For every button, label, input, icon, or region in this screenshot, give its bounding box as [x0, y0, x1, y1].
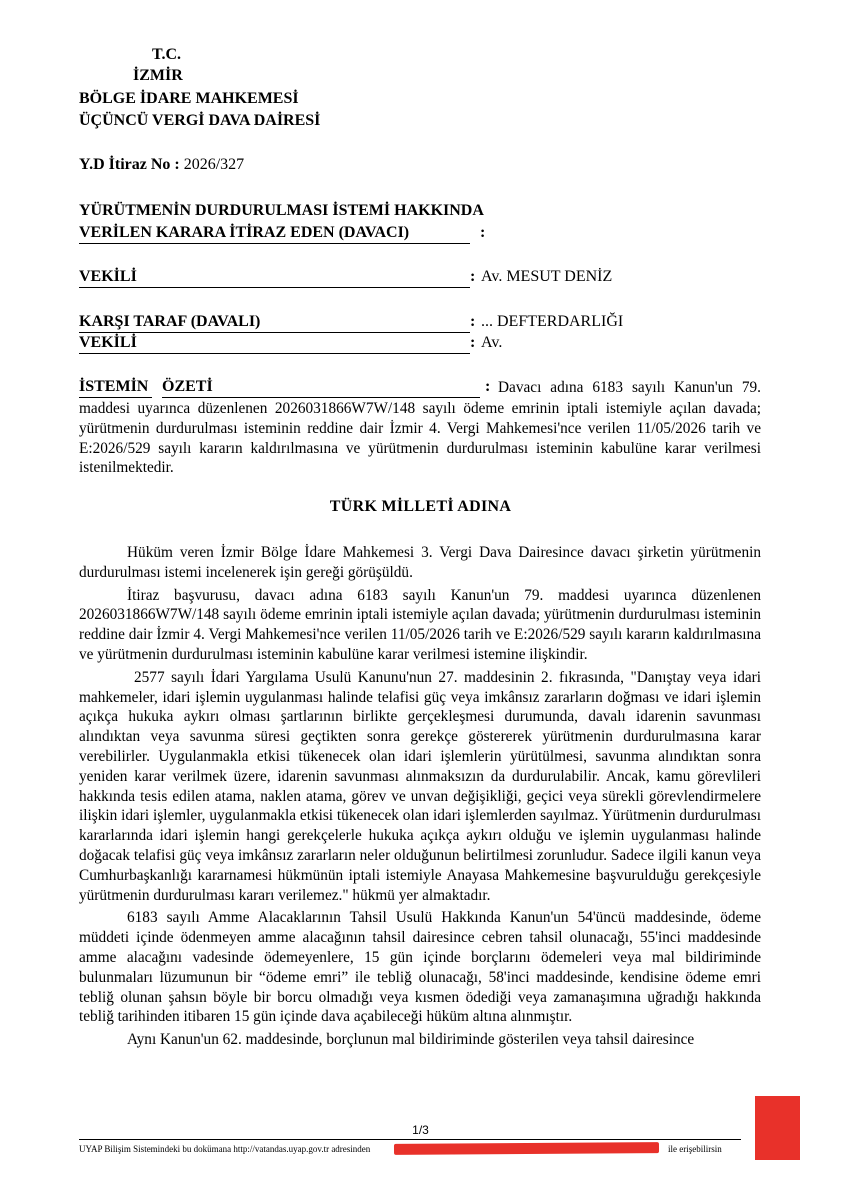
defendant-colon: : — [470, 313, 476, 330]
vekil-value: Av. MESUT DENİZ — [481, 268, 613, 285]
defendant-value: ... DEFTERDARLIĞI — [481, 313, 624, 330]
footer-uyap-text: UYAP Bilişim Sistemindeki bu dokümana http://vatandas.uyap.gov.tr adresinden — [79, 1144, 371, 1154]
page-number: 1/3 — [412, 1123, 429, 1137]
vekil-colon: : — [470, 268, 476, 285]
paragraph-3: 2577 sayılı İdari Yargılama Usulü Kanunu'nun 27. maddesinin 2. fıkrasında, "Danıştay veya idari mahkemeler, idari işlemin uygulanması halinde telafisi güç veya imkânsız zararların doğması ve idari işlemin açıkça hukuka aykırı olması şartlarının birlikte gerçekleşmesi durumunda, davalı idarenin savunması alındıktan veya savunma süresi geçtikten sonra gerekçe göstererek yürütmenin durdurulmasına karar verebilirler. Uygulanmakla etkisi tükenecek olan idari işlemlerin yürütülmesi, savunma alındıktan sonra yeniden karar verilmek üzere, idarenin savunması alınmaksızın da durdurulabilir. Ancak, kamu görevlileri hakkında tesis edilen atama, naklen atama, görev ve unvan değişikliği, geçici veya sürekli görevlendirmelere ilişkin idari işlemler, uygulanmakla etkisi tükenecek olan idari işlemlerden sayılmaz. Yürütmenin durdurulması kararlarında idari işlemin hangi gerekçelerle hukuka açıkça aykırı olduğu ve işlemin uygulanması halinde doğacak telafisi güç veya imkânsız zararların neler olduğunun belirtilmesi zorunludur. Sadece ilgili kanun veya Cumhurbaşkanlığı kararnamesi hükmünün iptali istemiyle Anayasa Mahkemesine başvurulduğu gerekçesiyle yürütmenin durdurulması kararı verilemez." hükmü yer almaktadır. — [79, 668, 761, 904]
paragraph-1: Hüküm veren İzmir Bölge İdare Mahkemesi 3. Vergi Dava Dairesince davacı şirketin yürütmenin durdurulması istemi incelenerek işin gereği görüşüldü. — [79, 544, 761, 581]
redaction-mark — [394, 1142, 659, 1155]
defendant-vekil-colon: : — [470, 334, 476, 351]
header-court: BÖLGE İDARE MAHKEMESİ — [79, 90, 299, 107]
summary-label-b: ÖZETİ — [162, 378, 480, 398]
vekil-label: VEKİLİ — [79, 268, 470, 288]
objection-title-line1: YÜRÜTMENİN DURDURULMASI İSTEMİ HAKKINDA — [79, 202, 484, 219]
summary-text — [79, 399, 761, 478]
summary-text-first: Davacı adına 6183 sayılı Kanun'un 79. — [498, 379, 761, 396]
summary-text-rest: maddesi uyarınca düzenlenen 2026031866W7W/148 sayılı ödeme emrinin iptali istemiyle açılan davada; yürütmenin durdurulması isteminin reddine dair İzmir 4. Vergi Mahkemesi'nce verilen 11/05/2026 tarih ve E:2026/529 sayılı kararın kaldırılmasına ve yürütmenin durdurulması isteminin kabulüne karar verilmesi istenilmektedir. — [79, 400, 761, 477]
objection-colon: : — [480, 224, 486, 241]
objection-title-line2: VERİLEN KARARA İTİRAZ EDEN (DAVACI) — [79, 224, 470, 244]
paragraph-4: 6183 sayılı Amme Alacaklarının Tahsil Usulü Hakkında Kanun'un 54'üncü maddesinde, ödeme müddeti içinde ödenmeyen amme alacağının tahsil dairesince cebren tahsil olunacağı, 55'inci maddesinde amme alacağını vadesinde ödemeyenlere, 15 gün içinde borçlarını ödemeleri veya mal bildiriminde bulunmaları lüzumunun bir “ödeme emri” ile tebliğ olunacağı, 58'inci maddesinde, kendisine ödeme emri tebliğ olunan şahsın böyle bir borcu olmadığı veya kısmen ödediği veya zamanaşımına uğradığı hakkında tebliğ tarihinden itibaren 15 gün içinde dava açabileceği hüküm altına alınmıştır. — [79, 909, 761, 1026]
body-heading: TÜRK MİLLETİ ADINA — [329, 498, 512, 515]
defendant-vekil-value: Av. — [481, 334, 503, 351]
case-number-value: 2026/327 — [183, 156, 245, 173]
defendant-label: KARŞI TARAF (DAVALI) — [79, 313, 470, 333]
header-tc: T.C. — [152, 46, 182, 63]
header-chamber: ÜÇÜNCÜ VERGİ DAVA DAİRESİ — [79, 112, 321, 129]
case-number — [79, 156, 244, 174]
header-city: İZMİR — [133, 67, 183, 84]
case-number-label: Y.D İtiraz No : — [79, 156, 180, 173]
paragraph-5: Aynı Kanun'un 62. maddesinde, borçlunun mal bildiriminde gösterilen veya tahsil dairesince — [127, 1031, 695, 1049]
redaction-block — [755, 1096, 800, 1160]
defendant-vekil-label: VEKİLİ — [79, 334, 470, 354]
paragraph-2: İtiraz başvurusu, davacı adına 6183 sayılı Kanun'un 79. maddesi uyarınca düzenlenen 2026031866W7W/148 sayılı ödeme emrinin iptali istemiyle açılan davada; yürütmenin durdurulması isteminin reddine dair İzmir 4. Vergi Mahkemesi'nce verilen 11/05/2026 tarih ve E:2026/529 sayılı kararın kaldırılmasına ve yürütmenin durdurulması isteminin kabulüne karar verilmesi istemine ilişkindir. — [79, 586, 761, 663]
footer-uyap-suffix: ile erişebilirsin — [668, 1144, 722, 1154]
summary-label-a: İSTEMİN — [79, 378, 152, 398]
footer-rule — [79, 1139, 741, 1140]
summary-colon: : — [485, 378, 491, 395]
body-text — [79, 543, 761, 1050]
